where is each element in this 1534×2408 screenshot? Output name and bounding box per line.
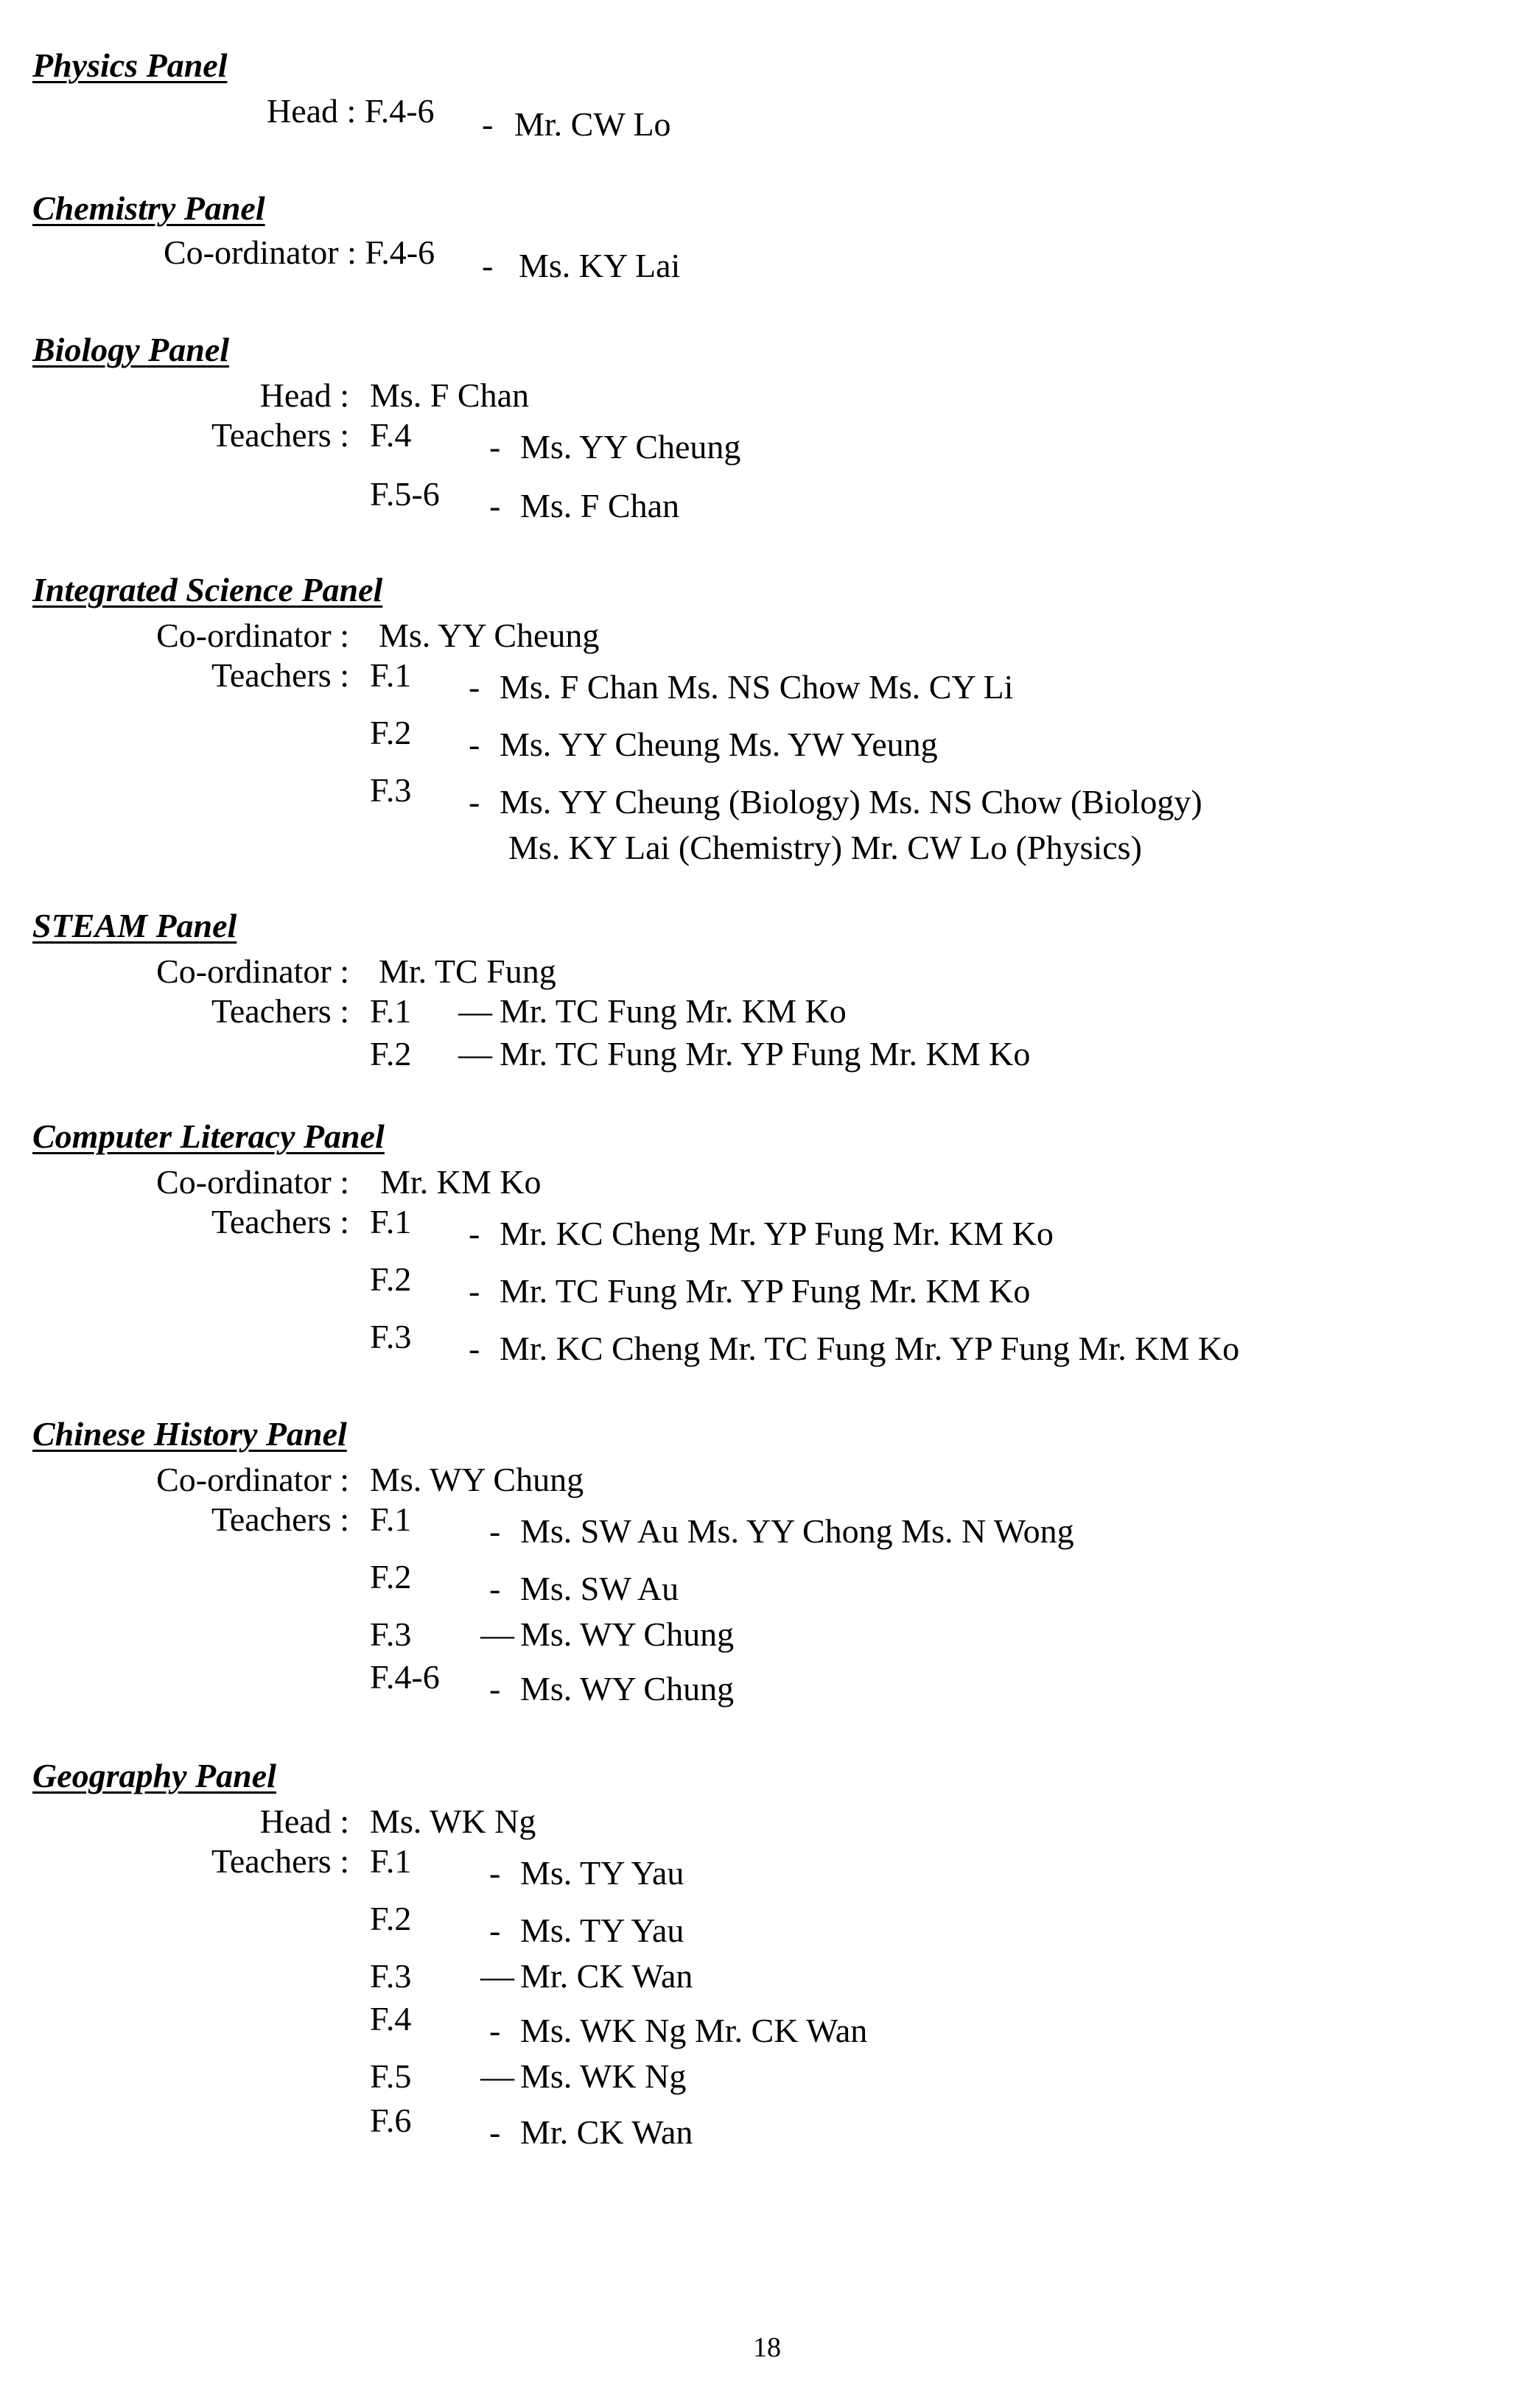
biology-teachers-label: Teachers : (211, 416, 349, 454)
steam-row-dash: — (458, 992, 492, 1030)
geography-row-names: Mr. CK Wan (520, 2113, 693, 2151)
biology-row-names: Ms. F Chan (520, 487, 679, 524)
chinese-history-row-dash: - (489, 1570, 501, 1607)
geography-row-dash: — (480, 1957, 514, 1995)
geography-row-form: F.2 (370, 1900, 412, 1937)
geography-row-names: Ms. WK Ng Mr. CK Wan (520, 2012, 868, 2049)
steam-row-names: Mr. TC Fung Mr. YP Fung Mr. KM Ko (500, 1035, 1031, 1073)
chinese-history-row-form: F.1 (370, 1500, 412, 1538)
integrated-science-teachers-label: Teachers : (211, 656, 349, 694)
steam-coordinator-names: Mr. TC Fung (379, 952, 556, 990)
chemistry-panel-title: Chemistry Panel (32, 189, 265, 227)
biology-panel-title: Biology Panel (32, 331, 230, 368)
geography-row-form: F.3 (370, 1957, 412, 1995)
integrated-science-row-form: F.1 (370, 656, 412, 694)
chinese-history-panel-title: Chinese History Panel (32, 1415, 347, 1453)
chinese-history-row-form: F.3 (370, 1615, 412, 1653)
computer-literacy-panel-title: Computer Literacy Panel (32, 1117, 385, 1155)
steam-row-names: Mr. TC Fung Mr. KM Ko (500, 992, 847, 1030)
chinese-history-row-dash: - (489, 1670, 501, 1707)
computer-literacy-teachers-label: Teachers : (211, 1203, 349, 1240)
biology-head-label: Head : (259, 376, 349, 414)
computer-literacy-row-names: Mr. KC Cheng Mr. YP Fung Mr. KM Ko (500, 1215, 1054, 1252)
geography-row-dash: - (489, 2012, 501, 2049)
geography-panel-title: Geography Panel (32, 1757, 276, 1794)
chinese-history-row-form: F.2 (370, 1558, 412, 1596)
geography-head-label: Head : (259, 1803, 349, 1840)
biology-row-dash: - (489, 487, 501, 524)
biology-row-names: Ms. YY Cheung (520, 428, 741, 466)
chinese-history-row-names: Ms. WY Chung (520, 1670, 735, 1707)
biology-row-dash: - (489, 428, 501, 466)
chemistry-coordinator-names: Ms. KY Lai (519, 247, 681, 284)
computer-literacy-row-dash: - (469, 1330, 480, 1367)
page-number: 18 (753, 2332, 781, 2363)
geography-row-names: Ms. WK Ng (520, 2057, 687, 2095)
integrated-science-row-names: Ms. YY Cheung (Biology) Ms. NS Chow (Biology) (500, 783, 1202, 821)
geography-row-form: F.6 (370, 2102, 412, 2139)
integrated-science-row-dash: - (469, 726, 480, 763)
biology-head-names: Ms. F Chan (370, 376, 529, 414)
computer-literacy-row-form: F.2 (370, 1260, 412, 1298)
chinese-history-row-names: Ms. SW Au Ms. YY Chong Ms. N Wong (520, 1512, 1074, 1550)
chemistry-coordinator-dash: - (482, 247, 494, 284)
computer-literacy-row-dash: - (469, 1272, 480, 1310)
chinese-history-teachers-label: Teachers : (211, 1500, 349, 1538)
integrated-science-row-dash: - (469, 668, 480, 706)
biology-row-form: F.4 (370, 416, 412, 454)
geography-head-names: Ms. WK Ng (370, 1803, 536, 1840)
geography-row-form: F.1 (370, 1842, 412, 1880)
geography-row-names: Mr. CK Wan (520, 1957, 693, 1995)
physics-head-label: Head : F.4-6 (267, 92, 435, 130)
steam-teachers-label: Teachers : (211, 992, 349, 1030)
integrated-science-coordinator-names: Ms. YY Cheung (379, 617, 600, 654)
geography-teachers-label: Teachers : (211, 1842, 349, 1880)
geography-row-dash: - (489, 2113, 501, 2151)
computer-literacy-row-names: Mr. TC Fung Mr. YP Fung Mr. KM Ko (500, 1272, 1031, 1310)
integrated-science-panel-title: Integrated Science Panel (32, 571, 383, 608)
computer-literacy-row-form: F.1 (370, 1203, 412, 1240)
computer-literacy-row-names: Mr. KC Cheng Mr. TC Fung Mr. YP Fung Mr. KM Ko (500, 1330, 1240, 1367)
geography-row-names: Ms. TY Yau (520, 1854, 684, 1892)
geography-row-form: F.4 (370, 2000, 412, 2037)
biology-row-form: F.5-6 (370, 475, 440, 513)
chinese-history-coordinator-label: Co-ordinator : (156, 1461, 349, 1498)
integrated-science-row-form: F.2 (370, 714, 412, 751)
computer-literacy-row-dash: - (469, 1215, 480, 1252)
physics-head-names: Mr. CW Lo (514, 105, 671, 143)
computer-literacy-row-form: F.3 (370, 1318, 412, 1355)
chinese-history-row-form: F.4-6 (370, 1658, 440, 1696)
steam-row-dash: — (458, 1035, 492, 1073)
chinese-history-row-dash: — (480, 1615, 514, 1653)
chinese-history-row-dash: - (489, 1512, 501, 1550)
integrated-science-row-names-continued: Ms. KY Lai (Chemistry) Mr. CW Lo (Physics) (508, 829, 1142, 866)
physics-head-dash: - (482, 105, 494, 143)
physics-panel-title: Physics Panel (32, 46, 228, 84)
chinese-history-coordinator-names: Ms. WY Chung (370, 1461, 584, 1498)
geography-row-dash: - (489, 1912, 501, 1949)
geography-row-form: F.5 (370, 2057, 412, 2095)
steam-row-form: F.2 (370, 1035, 412, 1073)
computer-literacy-coordinator-label: Co-ordinator : (156, 1163, 349, 1201)
steam-row-form: F.1 (370, 992, 412, 1030)
integrated-science-row-names: Ms. YY Cheung Ms. YW Yeung (500, 726, 938, 763)
geography-row-names: Ms. TY Yau (520, 1912, 684, 1949)
integrated-science-coordinator-label: Co-ordinator : (156, 617, 349, 654)
computer-literacy-coordinator-names: Mr. KM Ko (380, 1163, 542, 1201)
integrated-science-row-form: F.3 (370, 771, 412, 809)
chemistry-coordinator-label: Co-ordinator : F.4-6 (164, 234, 435, 271)
chinese-history-row-names: Ms. WY Chung (520, 1615, 735, 1653)
geography-row-dash: - (489, 1854, 501, 1892)
chinese-history-row-names: Ms. SW Au (520, 1570, 679, 1607)
integrated-science-row-dash: - (469, 783, 480, 821)
steam-coordinator-label: Co-ordinator : (156, 952, 349, 990)
steam-panel-title: STEAM Panel (32, 907, 237, 944)
integrated-science-row-names: Ms. F Chan Ms. NS Chow Ms. CY Li (500, 668, 1014, 706)
geography-row-dash: — (480, 2057, 514, 2095)
